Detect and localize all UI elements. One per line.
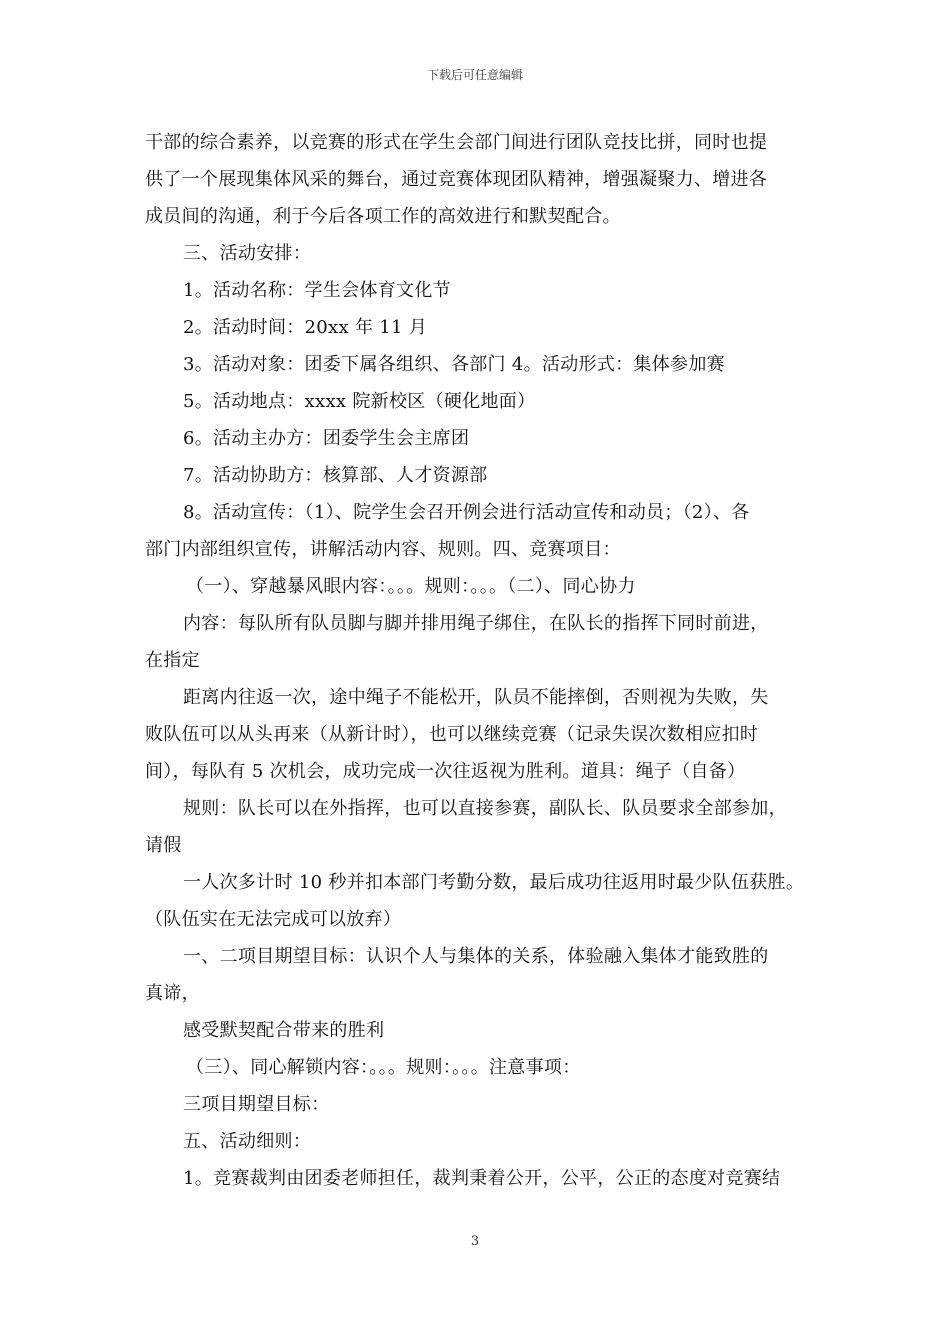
list-item: 1。活动名称：学生会体育文化节: [183, 280, 451, 301]
paragraph-line: 间），每队有 5 次机会，成功完成一次往返视为胜利。道具：绳子（自备）: [145, 761, 746, 782]
paragraph-line: 一、二项目期望目标：认识个人与集体的关系，体验融入集体才能致胜的: [183, 946, 769, 967]
paragraph-line: 请假: [145, 835, 182, 856]
paragraph-line: 败队伍可以从头再来（从新计时），也可以继续竞赛（记录失误次数相应扣时: [145, 724, 759, 745]
page-number: 3: [470, 1234, 480, 1249]
list-item: 1。竞赛裁判由团委老师担任，裁判秉着公开，公平，公正的态度对竞赛结: [183, 1168, 781, 1189]
paragraph-line: 部门内部组织宣传，讲解活动内容、规则。四、竞赛项目：: [145, 539, 621, 560]
paragraph-line: 三项目期望目标：: [183, 1094, 330, 1115]
paragraph-line: （队伍实在无法完成可以放弃）: [145, 909, 402, 930]
list-item: 8。活动宣传：（1）、院学生会召开例会进行活动宣传和动员；（2）、各: [183, 502, 750, 523]
list-item: 3。活动对象：团委下属各组织、各部门 4。活动形式：集体参加赛: [183, 354, 725, 375]
list-item: 2。活动时间：20xx 年 11 月: [183, 317, 428, 338]
section-heading: 三、活动安排：: [183, 243, 312, 264]
document-body: [145, 124, 810, 1197]
paragraph-line: （一）、穿越暴风眼内容：。。。规则：。。。（二）、同心协力: [186, 576, 636, 597]
paragraph-line: 规则：队长可以在外指挥，也可以直接参赛，副队长、队员要求全部参加，: [183, 798, 787, 819]
paragraph-line: （三）、同心解锁内容：。。。规则：。。。注意事项：: [186, 1057, 581, 1078]
paragraph-line: 在指定: [145, 650, 200, 671]
paragraph-line: 供了一个展现集体风采的舞台，通过竞赛体现团队精神，增强凝聚力、增进各: [145, 169, 768, 190]
paragraph-line: 成员间的沟通，利于今后各项工作的高效进行和默契配合。: [145, 206, 621, 227]
paragraph-line: 真谛，: [145, 983, 200, 1004]
paragraph-line: 干部的综合素养，以竞赛的形式在学生会部门间进行团队竞技比拼，同时也提: [145, 132, 768, 153]
paragraph-line: 感受默契配合带来的胜利: [183, 1020, 385, 1041]
list-item: 7。活动协助方：核算部、人才资源部: [183, 465, 488, 486]
list-item: 6。活动主办方：团委学生会主席团: [183, 428, 470, 449]
paragraph-line: 内容：每队所有队员脚与脚并排用绳子绑住，在队长的指挥下同时前进，: [183, 613, 769, 634]
section-heading: 五、活动细则：: [183, 1131, 312, 1152]
page-header: 下载后可任意编辑: [426, 68, 523, 82]
list-item: 5。活动地点：xxxx 院新校区（硬化地面）: [183, 391, 536, 412]
paragraph-line: 距离内往返一次，途中绳子不能松开，队员不能摔倒，否则视为失败，失: [183, 687, 769, 708]
paragraph-line: 一人次多计时 10 秒并扣本部门考勤分数，最后成功往返用时最少队伍获胜。: [183, 872, 805, 893]
